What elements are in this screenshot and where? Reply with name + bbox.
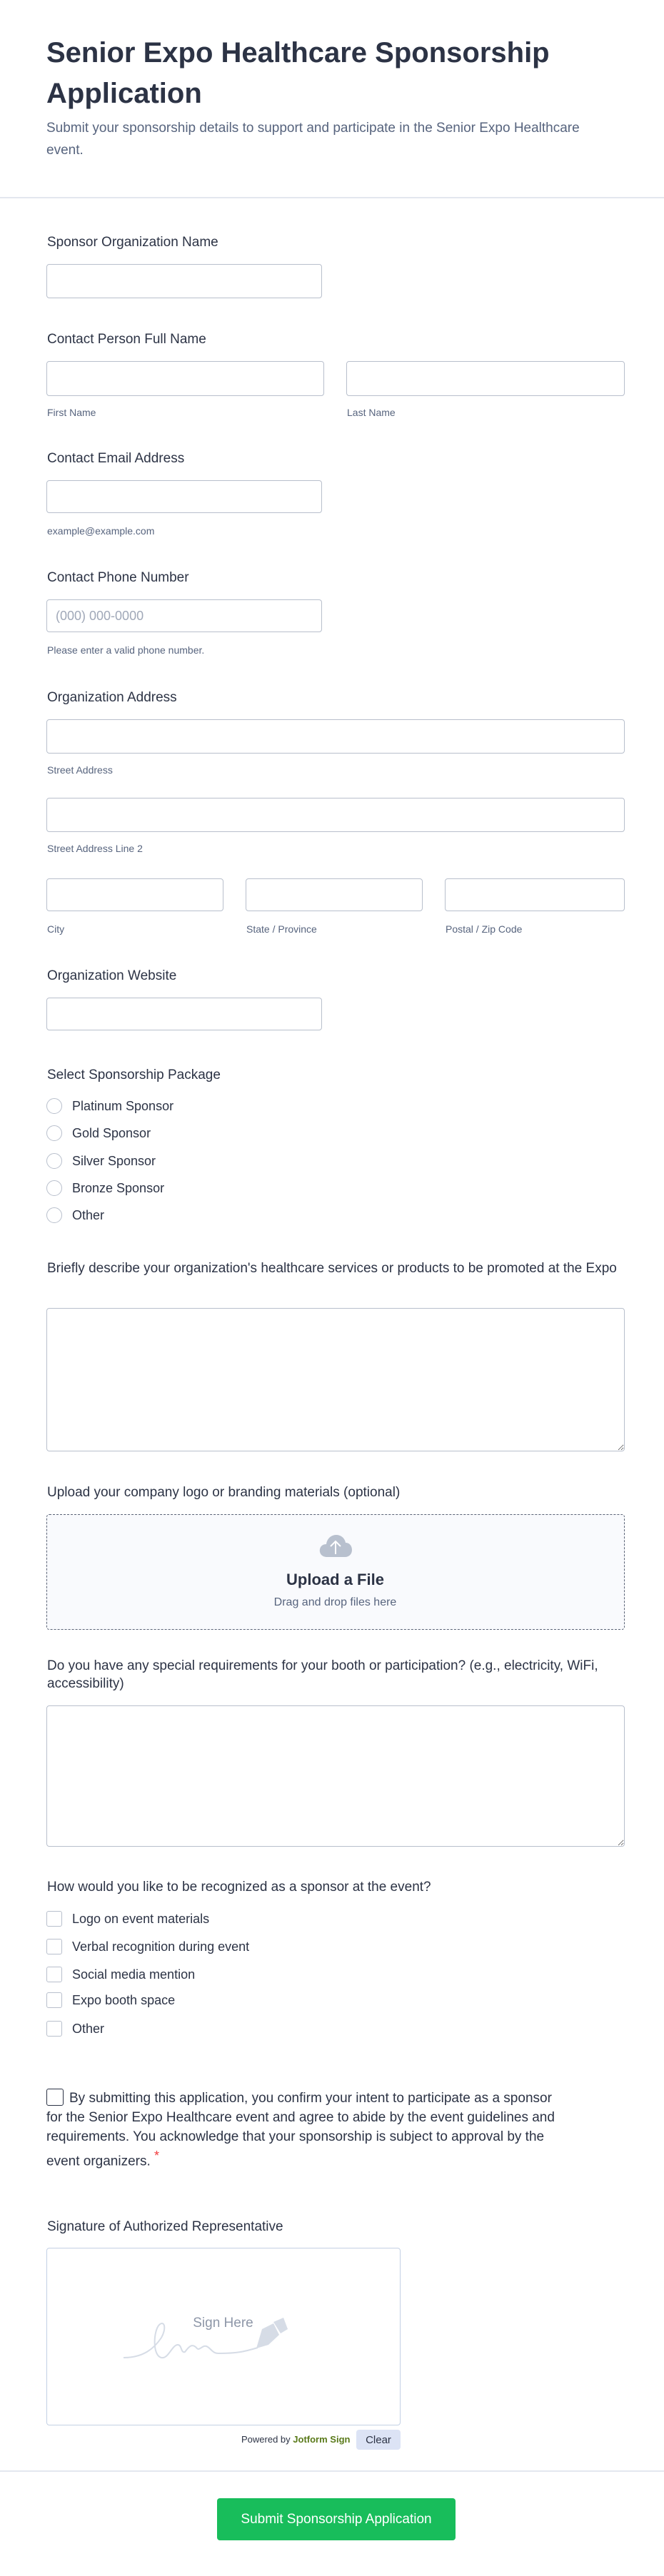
state-sublabel: State / Province [246,923,317,935]
form-title: Senior Expo Healthcare Sponsorship Application [46,37,550,109]
org-name-label: Sponsor Organization Name [47,235,218,250]
city-input[interactable] [46,878,223,911]
requirements-label: Do you have any special requirements for your booth or participation? (e.g., electricity, WiFi, accessibility) [47,1658,598,1691]
file-dropzone[interactable] [46,1514,625,1630]
checkbox-label: Social media mention [72,1967,196,1982]
address-label: Organization Address [47,690,177,705]
checkbox-social[interactable] [46,1967,62,1982]
radio-gold[interactable] [46,1125,62,1141]
last-name-input[interactable] [346,361,625,396]
submit-button[interactable]: Submit Sponsorship Application [217,2498,456,2540]
state-input[interactable] [246,878,423,911]
radio-other[interactable] [46,1207,62,1223]
header-divider [0,197,664,198]
phone-input[interactable] [46,599,322,632]
email-label: Contact Email Address [47,451,185,466]
powered-by-text: Powered by [241,2434,291,2445]
first-name-sublabel: First Name [47,407,96,418]
first-name-input[interactable] [46,361,324,396]
upload-label: Upload your company logo or branding materials (optional) [47,1485,401,1500]
radio-label: Platinum Sponsor [72,1099,174,1113]
last-name-sublabel: Last Name [347,407,396,418]
radio-label: Bronze Sponsor [72,1181,165,1195]
radio-bronze[interactable] [46,1180,62,1196]
signature-pad[interactable] [46,2248,401,2425]
requirements-textarea[interactable] [46,1705,625,1847]
checkbox-label: Expo booth space [72,1993,176,2007]
required-asterisk: * [154,2149,160,2163]
upload-title: Upload a File [286,1571,384,1588]
city-sublabel: City [47,923,65,935]
checkbox-booth[interactable] [46,1992,62,2008]
radio-silver[interactable] [46,1153,62,1169]
contact-name-label: Contact Person Full Name [47,332,206,347]
org-name-input[interactable] [46,264,322,298]
radio-label: Other [72,1208,105,1222]
signature-scribble-icon [122,2316,315,2363]
describe-textarea[interactable] [46,1308,625,1451]
form-subtitle: Submit your sponsorship details to support and participate in the Senior Expo Healthcare event. [46,121,580,158]
checkbox-label: Verbal recognition during event [72,1939,250,1954]
checkbox-logo[interactable] [46,1911,62,1927]
consent-block [46,2089,568,2171]
email-sublabel: example@example.com [47,525,155,537]
zip-input[interactable] [445,878,625,911]
cloud-upload-icon [318,1533,353,1558]
powered-by [241,2434,350,2445]
consent-checkbox[interactable] [46,2089,64,2106]
checkbox-other[interactable] [46,2021,62,2037]
phone-sublabel: Please enter a valid phone number. [47,644,205,656]
website-input[interactable] [46,998,322,1030]
radio-label: Gold Sponsor [72,1126,151,1140]
consent-text: By submitting this application, you confirm your intent to participate as a sponsor for the Senior Expo Healthcare event and agree to abide by the event guidelines and requirements. You acknowledge that your sponsorship is subject to approval by the event organizers. [46,2091,555,2169]
radio-label: Silver Sponsor [72,1154,156,1168]
checkbox-label: Other [72,2022,105,2036]
street-sublabel: Street Address [47,764,113,776]
street-input[interactable] [46,719,625,754]
upload-hint: Drag and drop files here [273,1596,397,1608]
package-label: Select Sponsorship Package [47,1068,221,1082]
email-input[interactable] [46,480,322,513]
website-label: Organization Website [47,968,177,983]
phone-label: Contact Phone Number [47,570,189,585]
checkbox-label: Logo on event materials [72,1912,210,1926]
checkbox-verbal[interactable] [46,1939,62,1954]
sign-here-text: Sign Here [193,2316,253,2331]
signature-label: Signature of Authorized Representative [47,2219,283,2234]
describe-label: Briefly describe your organization's healthcare services or products to be promoted at the Expo [47,1261,617,1276]
footer-divider [0,2470,664,2472]
recognition-label: How would you like to be recognized as a sponsor at the event? [47,1880,431,1895]
zip-sublabel: Postal / Zip Code [446,923,523,935]
street2-sublabel: Street Address Line 2 [47,843,143,854]
jotform-sign-brand[interactable]: Jotform Sign [293,2434,351,2445]
radio-platinum[interactable] [46,1098,62,1114]
street2-input[interactable] [46,798,625,832]
clear-signature-button[interactable]: Clear [356,2430,401,2450]
